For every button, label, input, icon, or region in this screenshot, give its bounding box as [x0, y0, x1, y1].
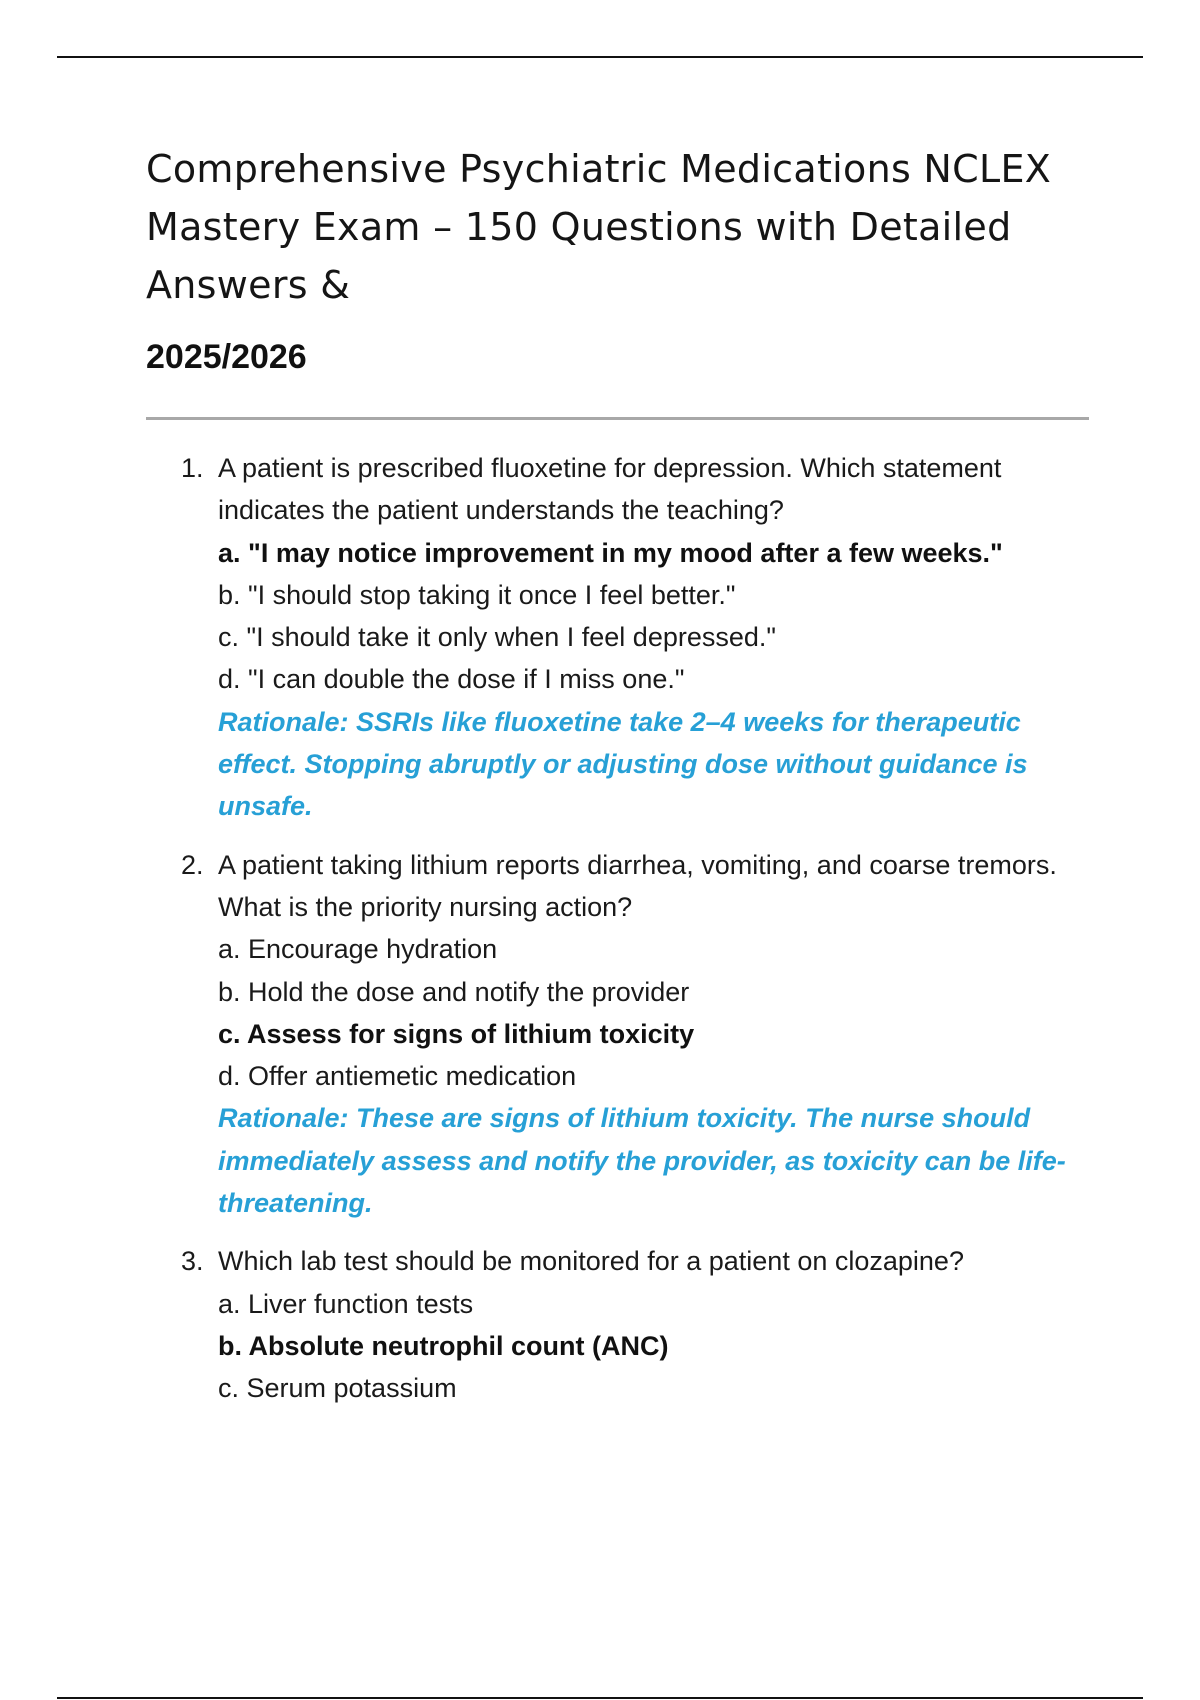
answer-option-a: a. "I may notice improvement in my mood after a few weeks.": [218, 537, 1003, 568]
answer-option-d: d. "I can double the dose if I miss one.": [218, 664, 685, 695]
answer-option-b: b. Absolute neutrophil count (ANC): [218, 1330, 669, 1361]
question-stem: A patient taking lithium reports diarrhea, vomiting, and coarse tremors. What is the priority nursing action?: [218, 849, 1057, 922]
rationale-text: Rationale: SSRIs like fluoxetine take 2–4 weeks for therapeutic effect. Stopping abruptly or adjusting dose without guidance is unsafe.: [218, 706, 1028, 822]
question-stem: Which lab test should be monitored for a patient on clozapine?: [218, 1246, 964, 1277]
answer-option-b: b. Hold the dose and notify the provider: [218, 976, 690, 1007]
question-list: [0, 447, 1200, 1426]
page-bottom-rule: [57, 1697, 1143, 1699]
title-divider: [146, 417, 1089, 420]
answer-option-b: b. "I should stop taking it once I feel better.": [218, 579, 736, 610]
page-top-rule: [57, 56, 1143, 58]
answer-option-c: c. "I should take it only when I feel depressed.": [218, 622, 776, 653]
answer-option-c: c. Serum potassium: [218, 1373, 457, 1404]
question-number: 3.: [181, 1246, 204, 1277]
rationale-text: Rationale: These are signs of lithium toxicity. The nurse should immediately assess and notify the provider, as toxicity can be life-threatening.: [218, 1103, 1066, 1219]
answer-option-d: d. Offer antiemetic medication: [218, 1061, 577, 1092]
question-stem: A patient is prescribed fluoxetine for depression. Which statement indicates the patient understands the teaching?: [218, 453, 1002, 526]
question-number: 2.: [181, 849, 204, 880]
document-title: Comprehensive Psychiatric Medications NCLEX Mastery Exam – 150 Questions with Detailed Answers &: [146, 147, 1052, 307]
answer-option-a: a. Encourage hydration: [218, 934, 498, 965]
document-year: 2025/2026: [146, 338, 307, 376]
question-1: [0, 447, 1078, 828]
question-3: [0, 1240, 1078, 1409]
question-2: [0, 844, 1078, 1225]
answer-option-c: c. Assess for signs of lithium toxicity: [218, 1018, 695, 1049]
answer-option-a: a. Liver function tests: [218, 1288, 474, 1319]
question-number: 1.: [181, 453, 204, 483]
